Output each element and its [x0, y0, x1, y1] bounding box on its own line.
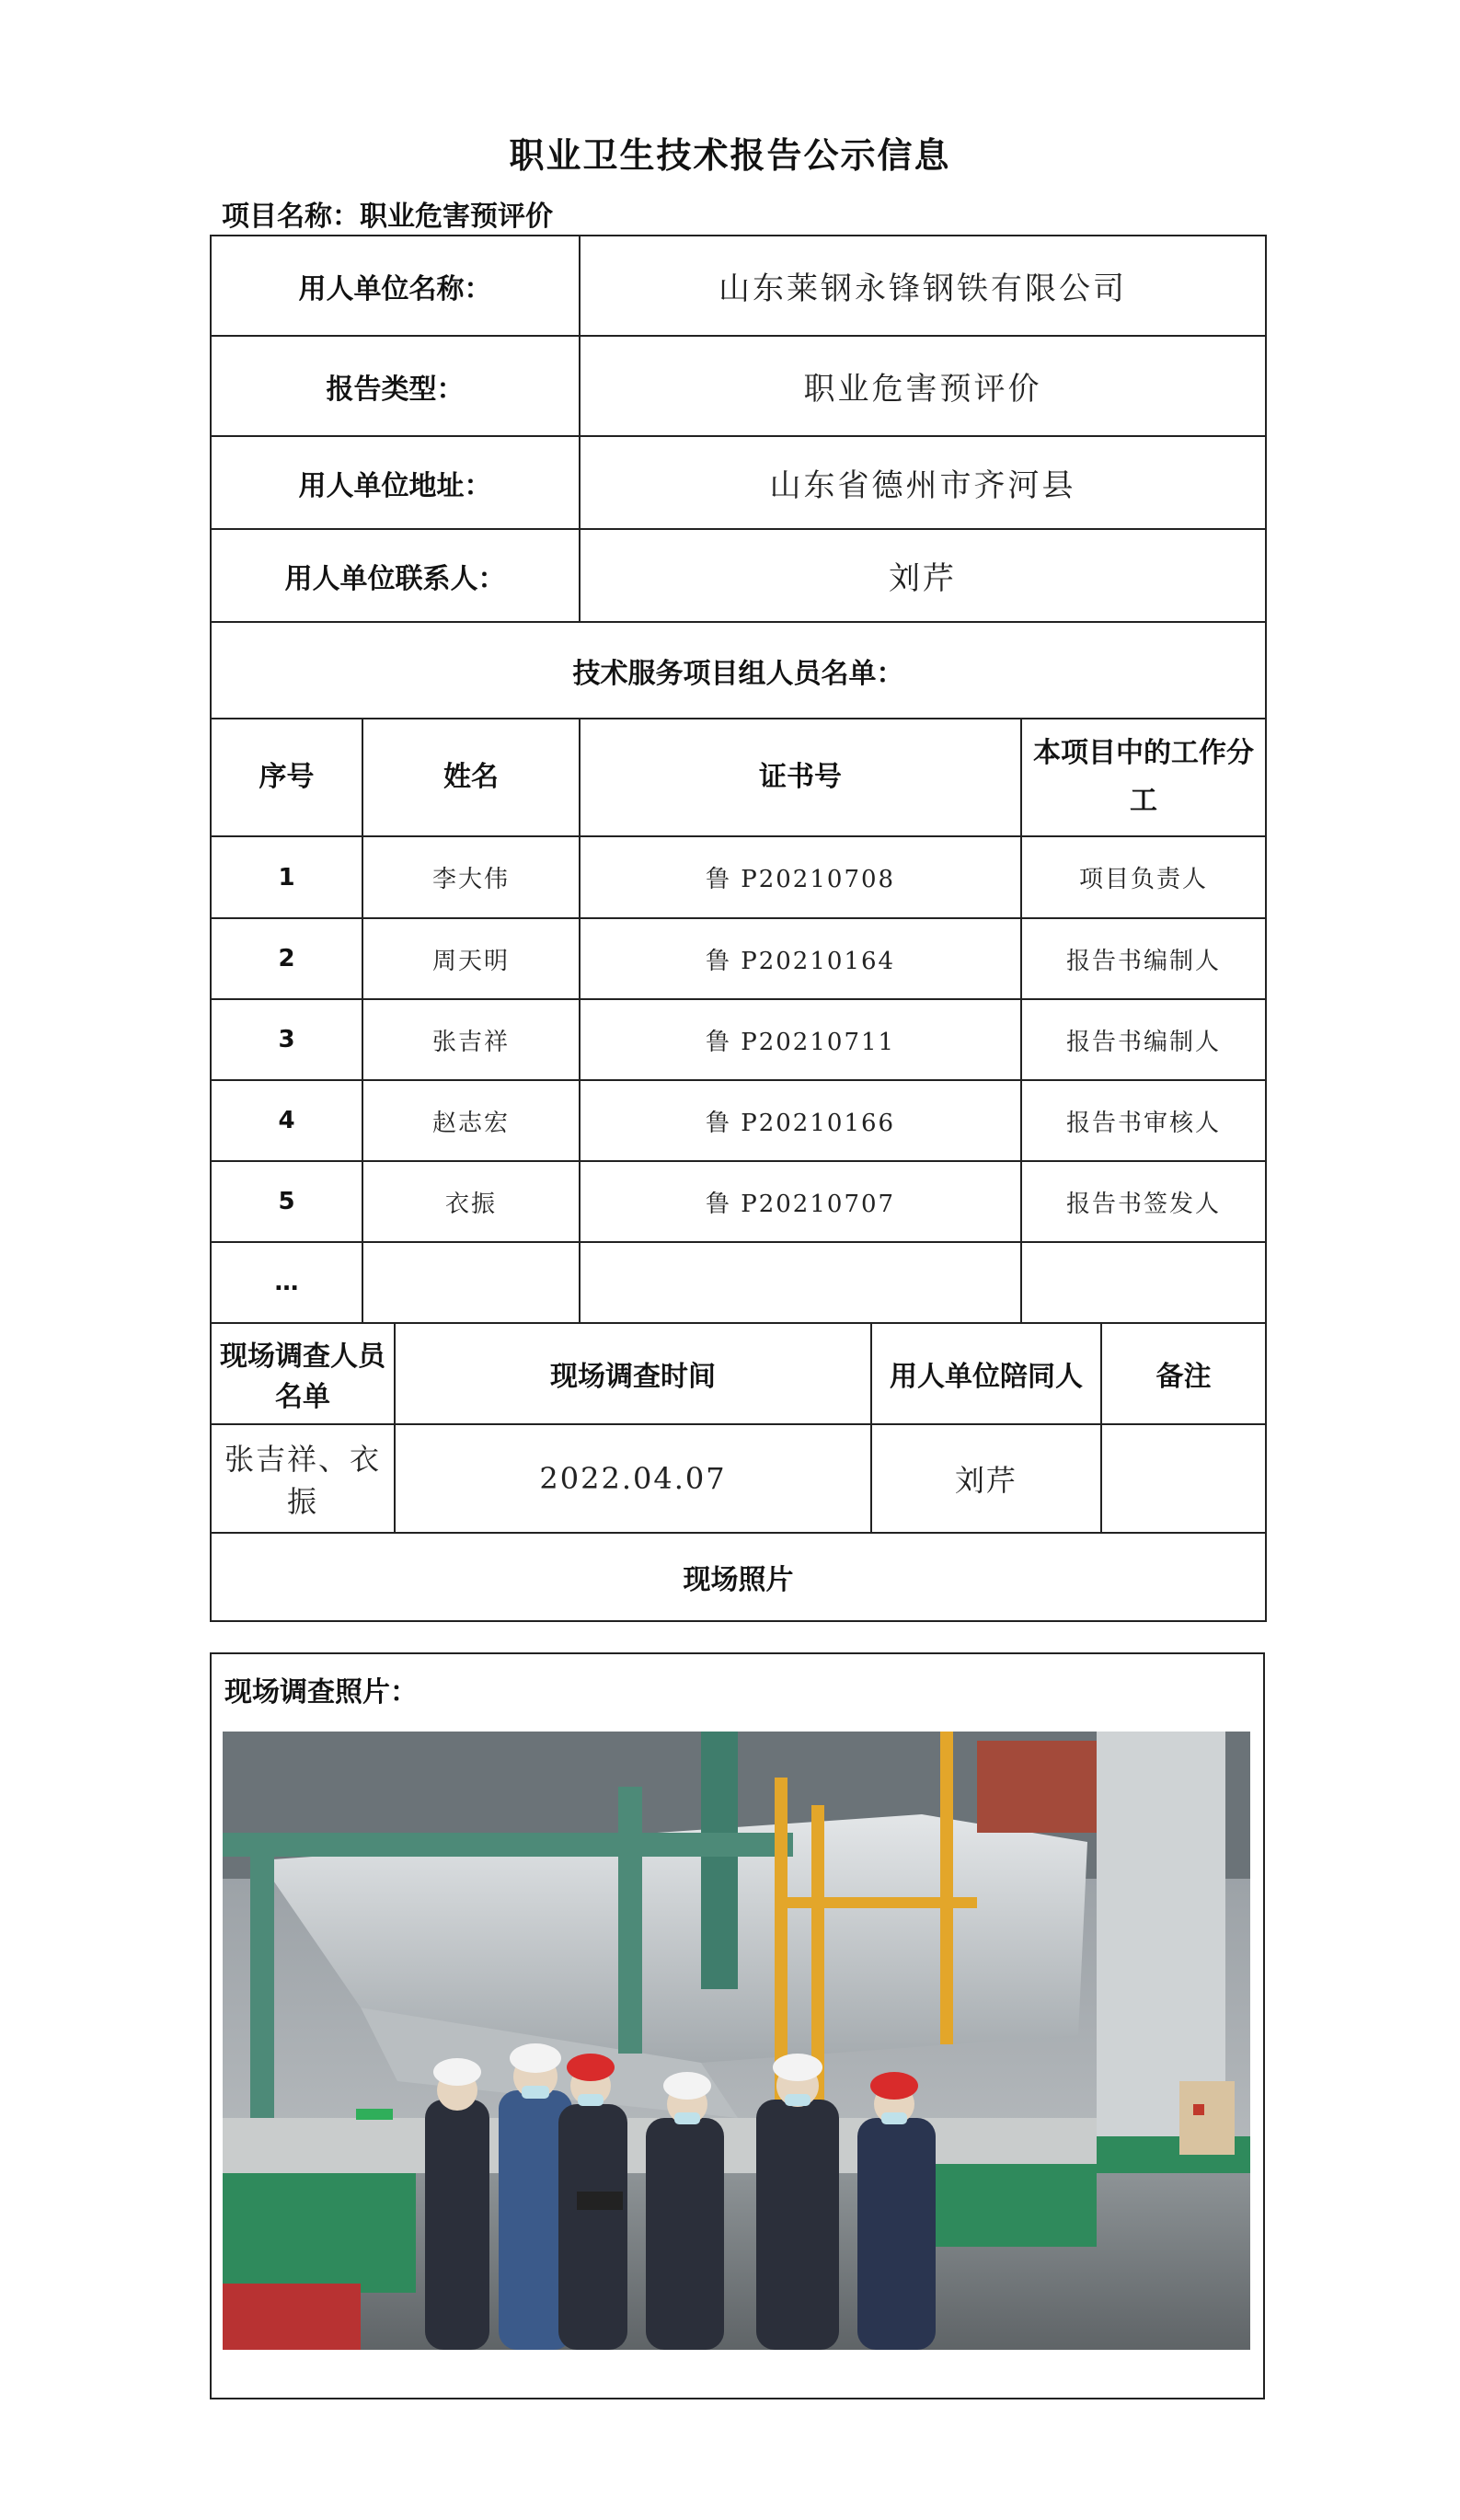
team-row-name: [362, 1242, 580, 1323]
team-row-role: 报告书签发人: [1021, 1161, 1266, 1242]
col-header-no: 序号: [211, 719, 362, 836]
team-row-name: 赵志宏: [362, 1080, 580, 1161]
team-row-cert: 鲁 P20210164: [580, 918, 1021, 999]
report-type-label: 报告类型：: [211, 336, 580, 436]
address-row: [211, 436, 1266, 529]
team-row-cert: [580, 1242, 1021, 1323]
team-row-cert: 鲁 P20210711: [580, 999, 1021, 1080]
team-row-no: 5: [211, 1161, 362, 1242]
survey-value-row: [211, 1424, 1266, 1533]
photos-heading-row: [211, 1533, 1266, 1621]
col-header-escort: 用人单位陪同人: [871, 1323, 1101, 1424]
project-name-label: 项目名称：: [222, 201, 360, 233]
survey-photo-label: 现场调查照片：: [224, 1676, 418, 1709]
team-header-row: [211, 719, 1266, 836]
address-value: 山东省德州市齐河县: [580, 436, 1266, 529]
team-row-no: …: [211, 1242, 362, 1323]
team-row: [211, 1080, 1266, 1161]
team-row-cert: 鲁 P20210166: [580, 1080, 1021, 1161]
col-header-remark: 备注: [1101, 1323, 1266, 1424]
survey-date-value: 2022.04.07: [395, 1424, 871, 1533]
employer-name-label: 用人单位名称：: [211, 236, 580, 336]
team-row-name: 李大伟: [362, 836, 580, 918]
col-header-cert: 证书号: [580, 719, 1021, 836]
col-header-survey-date: 现场调查时间: [395, 1323, 871, 1424]
employer-name-row: [211, 236, 1266, 336]
contact-value: 刘芹: [580, 529, 1266, 622]
contact-row: [211, 529, 1266, 622]
project-name: [222, 193, 553, 234]
survey-photo-section: [210, 1652, 1265, 2399]
col-header-survey-staff: 现场调查人员名单: [211, 1323, 395, 1424]
address-label: 用人单位地址：: [211, 436, 580, 529]
report-info-table: [210, 235, 1267, 1622]
team-row-role: 报告书审核人: [1021, 1080, 1266, 1161]
report-type-value: 职业危害预评价: [580, 336, 1266, 436]
escort-value: 刘芹: [871, 1424, 1101, 1533]
team-row-role: 报告书编制人: [1021, 999, 1266, 1080]
team-row-no: 1: [211, 836, 362, 918]
survey-header-row: [211, 1323, 1266, 1424]
col-header-name: 姓名: [362, 719, 580, 836]
team-heading-row: [211, 622, 1266, 719]
team-row-no: 3: [211, 999, 362, 1080]
team-row-role: 项目负责人: [1021, 836, 1266, 918]
report-type-row: [211, 336, 1266, 436]
team-row-name: 衣振: [362, 1161, 580, 1242]
team-row: [211, 836, 1266, 918]
site-survey-photo: [223, 1732, 1250, 2350]
team-row-name: 周天明: [362, 918, 580, 999]
team-row-no: 2: [211, 918, 362, 999]
team-row-cert: 鲁 P20210707: [580, 1161, 1021, 1242]
col-header-role: 本项目中的工作分工: [1021, 719, 1266, 836]
team-row: [211, 1242, 1266, 1323]
survey-staff-value: 张吉祥、衣振: [211, 1424, 395, 1533]
team-heading: 技术服务项目组人员名单：: [211, 622, 1266, 719]
team-row: [211, 1161, 1266, 1242]
team-row-role: [1021, 1242, 1266, 1323]
team-row-no: 4: [211, 1080, 362, 1161]
team-row-role: 报告书编制人: [1021, 918, 1266, 999]
team-row: [211, 918, 1266, 999]
team-row-name: 张吉祥: [362, 999, 580, 1080]
team-row-cert: 鲁 P20210708: [580, 836, 1021, 918]
page-title: 职业卫生技术报告公示信息: [509, 135, 951, 176]
photos-heading: 现场照片: [211, 1533, 1266, 1621]
employer-name-value: 山东莱钢永锋钢铁有限公司: [580, 236, 1266, 336]
remark-value: [1101, 1424, 1266, 1533]
project-name-value: 职业危害预评价: [360, 201, 553, 233]
team-row: [211, 999, 1266, 1080]
contact-label: 用人单位联系人：: [211, 529, 580, 622]
